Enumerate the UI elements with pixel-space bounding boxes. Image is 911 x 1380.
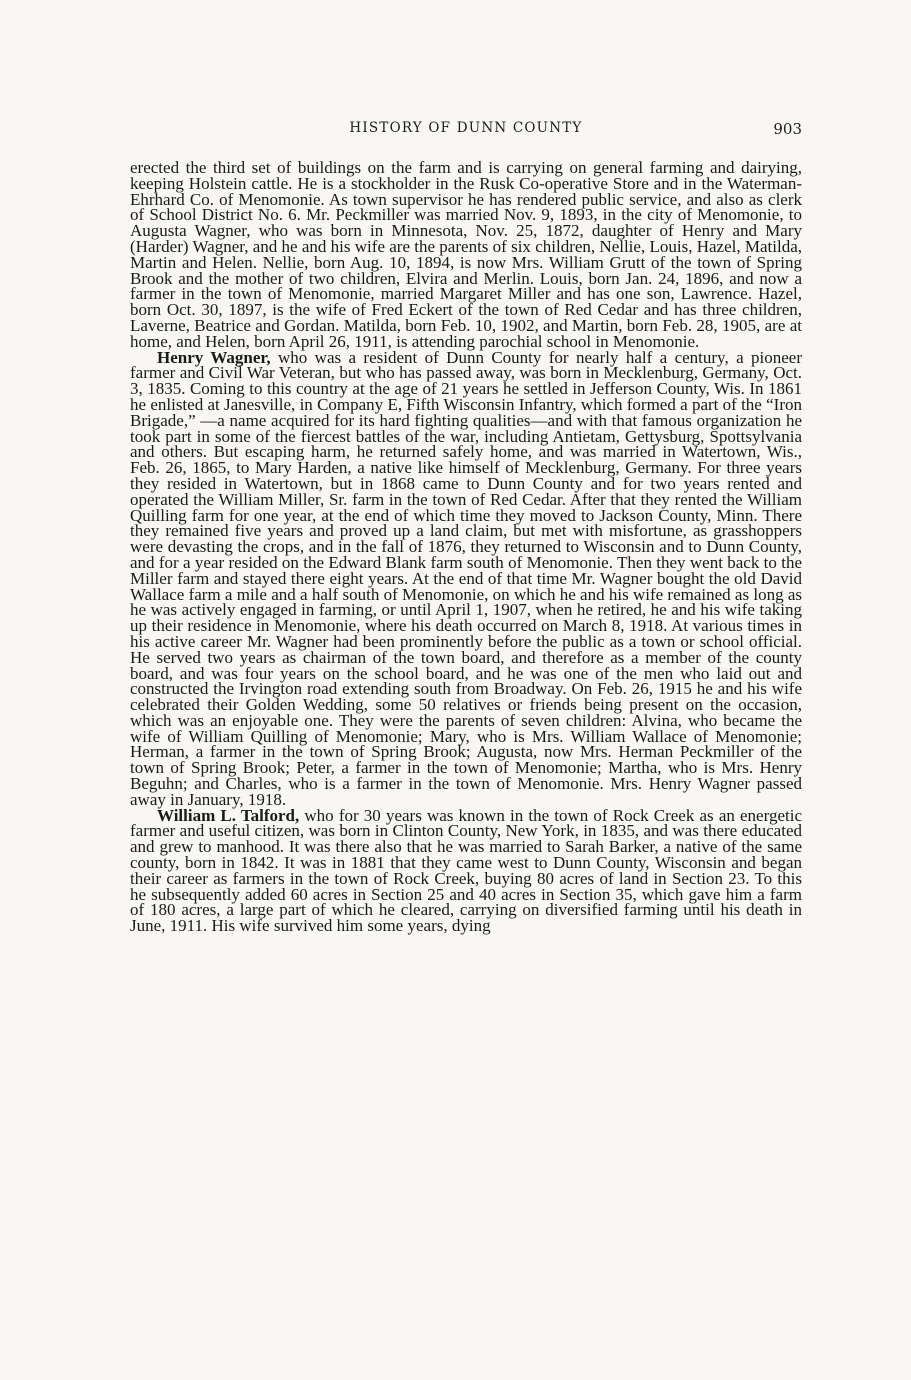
page-number: 903 <box>773 120 802 138</box>
paragraph-text: erected the third set of buildings on the farm and is carrying on general farming and dairying, keeping Holstein cattle. He is a stockholder in the Rusk Co-operative Store and in the Waterman-Ehrhard Co. of Menomonie. As town supervisor he has rendered public service, and also as clerk of School District No. 6. Mr. Peckmiller was married Nov. 9, 1893, in the city of Menomonie, to Augusta Wagner, who was born in Minnesota, Nov. 25, 1872, daughter of Henry and Mary (Harder) Wagner, and he and his wife are the parents of six children, Nellie, Louis, Hazel, Matilda, Martin and Helen. Nellie, born Aug. 10, 1894, is now Mrs. William Grutt of the town of Spring Brook and the mother of two children, Elvira and Merlin. Louis, born Jan. 24, 1896, and now a farmer in the town of Menomonie, married Margaret Miller and has one son, Lawrence. Hazel, born Oct. 30, 1897, is the wife of Fred Eckert of the town of Red Cedar and has three children, Laverne, Beatrice and Gordan. Matilda, born Feb. 10, 1902, and Martin, born Feb. 28, 1905, are at home, and Helen, born April 26, 1911, is attending parochial school in Menomonie. <box>130 158 802 351</box>
biography-subject-name: William L. Talford, <box>157 805 300 825</box>
paragraph-henry-wagner <box>130 347 802 809</box>
paragraph-william-talford <box>130 805 802 936</box>
paragraph-text: who for 30 years was known in the town of Rock Creek as an energetic farmer and useful citizen, was born in Clinton County, New York, in 1835, and was there educated and grew to manhood. It was there also that he was married to Sarah Barker, a native of the same county, born in 1842. It was in 1881 that they came west to Dunn County, Wisconsin and began their career as farmers in the town of Rock Creek, buying 80 acres of land in Section 23. To this he subsequently added 60 acres in Section 25 and 40 acres in Section 35, which gave him a farm of 180 acres, a large part of which he cleared, carrying on diversified farming until his death in June, 1911. His wife survived him some years, dying <box>130 805 802 936</box>
biography-subject-name: Henry Wagner, <box>157 347 271 367</box>
paragraph-text: who was a resident of Dunn County for nearly half a century, a pioneer farmer and Civil War Veteran, but who has passed away, was born in Mecklenburg, Germany, Oct. 3, 1835. Coming to this country at the age of 21 years he settled in Jefferson County, Wis. In 1861 he enlisted at Janesville, in Company E, Fifth Wisconsin Infantry, which formed a part of the “Iron Brigade,” —a name acquired for its hard fighting qualities—and with that famous organization he took part in some of the fiercest battles of the war, including Antietam, Gettysburg, Spottsylvania and others. But escaping harm, he returned safely home, and was married in Watertown, Wis., Feb. 26, 1865, to Mary Harden, a native like himself of Mecklenburg, Germany. For three years they resided in Watertown, but in 1868 came to Dunn County and for two years rented and operated the William Miller, Sr. farm in the town of Red Cedar. After that they rented the William Quilling farm for one year, at the end of which time they moved to Jackson County, Minn. There they remained five years and proved up a land claim, but met with misfortune, as grasshoppers were devasting the crops, and in the fall of 1876, they returned to Wisconsin and to Dunn County, and for a year resided on the Edward Blank farm south of Menomonie. Then they went back to the Miller farm and stayed there eight years. At the end of that time Mr. Wagner bought the old David Wallace farm a mile and a half south of Menomonie, on which he and his wife remained as long as he was actively engaged in farming, or until April 1, 1907, when he retired, he and his wife taking up their residence in Menomonie, where his death occurred on March 8, 1918. At various times in his active career Mr. Wagner had been prominently before the public as a town or school official. He served two years as chairman of the town board, and therefore as a member of the county board, and was four years on the school board, and he was one of the men who laid out and constructed the Irvington road extending south from Broadway. On Feb. 26, 1915 he and his wife celebrated their Golden Wedding, some 50 relatives or friends being present on the occasion, which was an enjoyable one. They were the parents of seven children: Alvina, who became the wife of William Quilling of Menomonie; Mary, who is Mrs. William Wallace of Menomonie; Herman, a farmer in the town of Spring Brook; Augusta, now Mrs. Herman Peckmiller of the town of Spring Brook; Peter, a farmer in the town of Menomonie; Martha, who is Mrs. Henry Beguhn; and Charles, who is a farmer in the town of Menomonie. Mrs. Henry Wagner passed away in January, 1918. <box>130 347 802 809</box>
body-text <box>130 160 802 934</box>
paragraph-peckmiller-continued <box>130 160 802 350</box>
page-header <box>130 120 802 144</box>
running-title: HISTORY OF DUNN COUNTY <box>349 120 583 136</box>
